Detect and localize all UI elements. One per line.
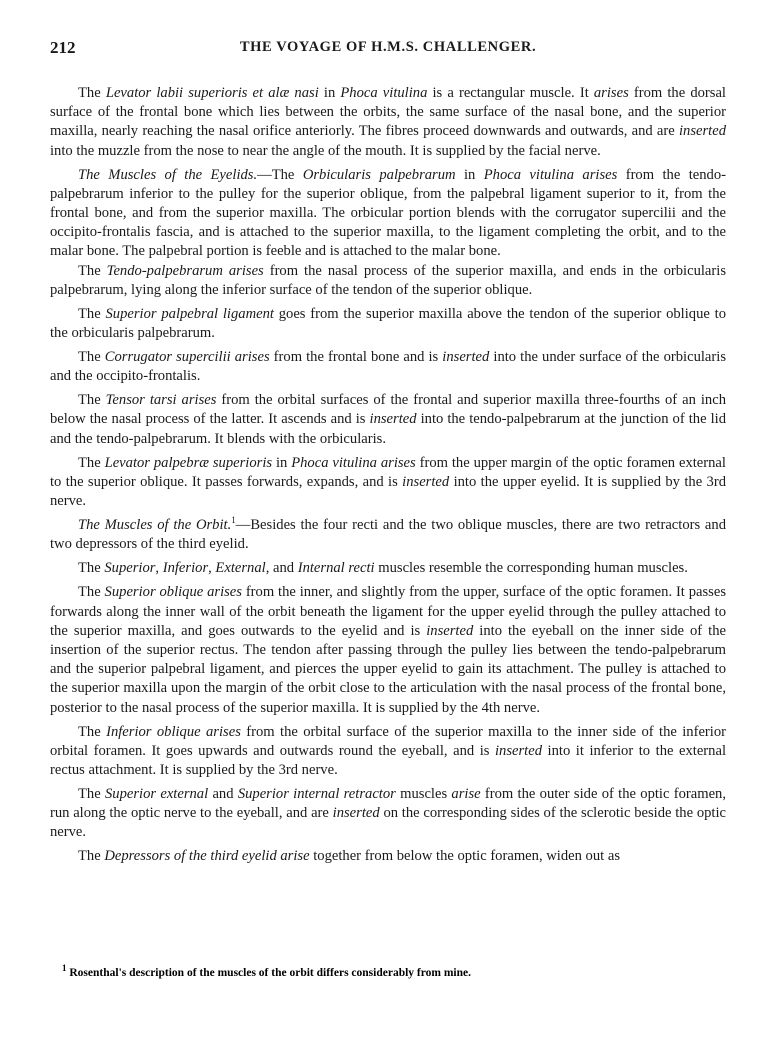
paragraph-corrugator-supercilii: The Corrugator supercilii arises from the frontal bone and is inserted into the under surface of the orbicularis and the occipito-frontalis.: [50, 349, 726, 385]
paragraph-tendo-palpebrarum: The Tendo-palpebrarum arises from the nasal process of the superior maxilla, and ends in the orbicularis palpebrarum, lying along the inferior surface of the tendon of the superior oblique.: [50, 262, 726, 298]
page-header: [50, 38, 726, 68]
paragraph-muscles-of-orbit: The Muscles of the Orbit.$^1$—Besides the four recti and the two oblique muscles, there are two retractors and two depressors of the third eyelid.: [50, 515, 726, 553]
footnote-marker: 1: [62, 963, 67, 973]
paragraph-retractors: The Superior external and Superior internal retractor muscles arise from the outer side of the optic foramen, run along the optic nerve to the eyeball, and are inserted on the corresponding sides of the sclerotic beside the optic nerve.: [50, 785, 726, 841]
page-number: 212: [50, 38, 76, 57]
page: [50, 38, 726, 871]
paragraph-depressors: The Depressors of the third eyelid arise together from below the optic foramen, widen out as: [78, 848, 621, 865]
running-title: THE VOYAGE OF H.M.S. CHALLENGER.: [239, 39, 537, 55]
paragraph-levator-labii: The Levator labii superioris et alæ nasi in Phoca vitulina is a rectangular muscle. It arises from the dorsal surface of the frontal bone which lies between the orbits, the same surface of the nasal bone, and the superior maxilla, nearly reaching the nasal orifice anteriorly. The fibres proceed downwards and outwards, and are inserted into the muzzle from the nose to near the angle of the mouth. It is supplied by the facial nerve.: [50, 85, 726, 159]
paragraph-superior-palpebral-ligament: The Superior palpebral ligament goes from the superior maxilla above the tendon of the superior oblique to the orbicularis palpebrarum.: [50, 305, 726, 342]
footnote-text: Rosenthal's description of the muscles of the orbit differs considerably from mine.: [66, 966, 471, 979]
body-text: [50, 84, 726, 867]
section-heading-eyelids: The Muscles of the Eyelids.: [78, 166, 258, 183]
paragraph-levator-palpebrae: The Levator palpebræ superioris in Phoca vitulina arises from the upper margin of the optic foramen external to the superior oblique. It passes forwards, expands, and is inserted into the upper eyelid. It is supplied by the 3rd nerve.: [50, 454, 726, 510]
paragraph-tensor-tarsi: The Tensor tarsi arises from the orbital surfaces of the frontal and superior maxilla three-fourths of an inch below the nasal process of the latter. It ascends and is inserted into the tendo-palpebrarum at the junction of the lid and the tendo-palpebrarum. It blends with the orbicularis.: [50, 392, 726, 447]
footnote-reference: 1: [231, 515, 236, 526]
section-heading-orbit: The Muscles of the Orbit.: [78, 517, 232, 534]
paragraph-inferior-oblique: The Inferior oblique arises from the orbital surface of the superior maxilla to the inner side of the inferior orbital foramen. It goes upwards and outwards round the eyeball, and is inserted into it inferior to the external rectus attachment. It is supplied by the 3rd nerve.: [50, 723, 727, 778]
paragraph-superior-oblique: The Superior oblique arises from the inner, and slightly from the upper, surface of the optic foramen. It passes forwards along the inner wall of the orbit beneath the ligament for the upper eyelid through the pulley attached to the superior maxilla, and goes outwards to the eyelid and is inserted into the eyeball on the inner side of the insertion of the superior rectus. The tendon after passing through the pulley lies between the tendo-palpebrarum and the superior palpebral ligament, and pierces the upper eyelid to gain its attachment. The pulley is attached to the superior maxilla upon the margin of the orbit close to the articulation with the nasal process of the frontal bone, posterior to the nasal process of the superior maxilla. It is supplied by the 4th nerve.: [50, 584, 726, 716]
paragraph-muscles-of-eyelids: The Muscles of the Eyelids.—The Orbicularis palpebrarum in Phoca vitulina arises from the tendo-palpebrarum inferior to the pulley for the superior oblique, from the palpebral ligament superior to it, from the frontal bone, and from the superior maxilla. The orbicular portion blends with the corrugator supercilii and the occipito-frontalis fascia, and is attached to the superior maxilla, to the ligament completing the orbit, and to the malar bone. The palpebral portion is feeble and is attached to the malar bone.: [50, 166, 726, 260]
paragraph-recti: The Superior, Inferior, External, and Internal recti muscles resemble the corresponding human muscles.: [78, 560, 688, 577]
footnote: [62, 963, 722, 979]
